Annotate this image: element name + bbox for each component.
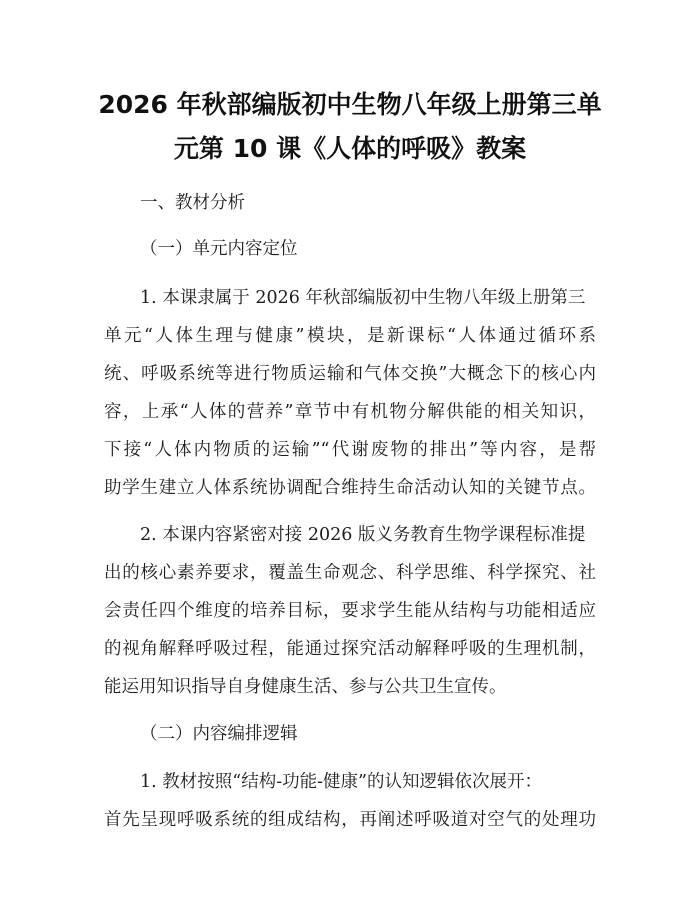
paragraph-2-line: 会责任四个维度的培养目标，要求学生能从结构与功能相适应: [104, 601, 596, 621]
paragraph-2-line: 能运用知识指导自身健康生活、参与公共卫生宣传。: [104, 677, 507, 697]
section-heading-teaching-material-analysis: 一、教材分析: [140, 193, 245, 213]
document-title-line-2: 元第 10 课《人体的呼吸》教案: [173, 134, 527, 163]
paragraph-2-line: 的视角解释呼吸过程，能通过探究活动解释呼吸的生理机制，: [104, 639, 596, 659]
paragraph-1-line: 1. 本课隶属于 2026 年秋部编版初中生物八年级上册第三: [140, 288, 586, 308]
document-title-line-1: 2026 年秋部编版初中生物八年级上册第三单: [98, 90, 602, 119]
paragraph-3-line: 1. 教材按照“结构-功能-健康”的认知逻辑依次展开：: [140, 772, 542, 792]
paragraph-1-line: 下接“人体内物质的运输”“代谢废物的排出”等内容，是帮: [104, 440, 596, 460]
paragraph-3-line: 首先呈现呼吸系统的组成结构，再阐述呼吸道对空气的处理功: [104, 810, 596, 830]
paragraph-1-line: 单元“人体生理与健康”模块，是新课标“人体通过循环系: [104, 326, 596, 346]
paragraph-2-line: 2. 本课内容紧密对接 2026 版义务教育生物学课程标准提: [140, 525, 586, 545]
paragraph-1-line: 容，上承“人体的营养”章节中有机物分解供能的相关知识，: [104, 402, 596, 422]
subsection-heading-content-logic: （二）内容编排逻辑: [140, 724, 298, 744]
paragraph-1-line: 统、呼吸系统等进行物质运输和气体交换”大概念下的核心内: [104, 364, 596, 384]
paragraph-2-line: 出的核心素养要求，覆盖生命观念、科学思维、科学探究、社: [104, 563, 596, 583]
paragraph-1-line: 助学生建立人体系统协调配合维持生命活动认知的关键节点。: [104, 478, 596, 498]
subsection-heading-unit-positioning: （一）单元内容定位: [140, 239, 298, 259]
